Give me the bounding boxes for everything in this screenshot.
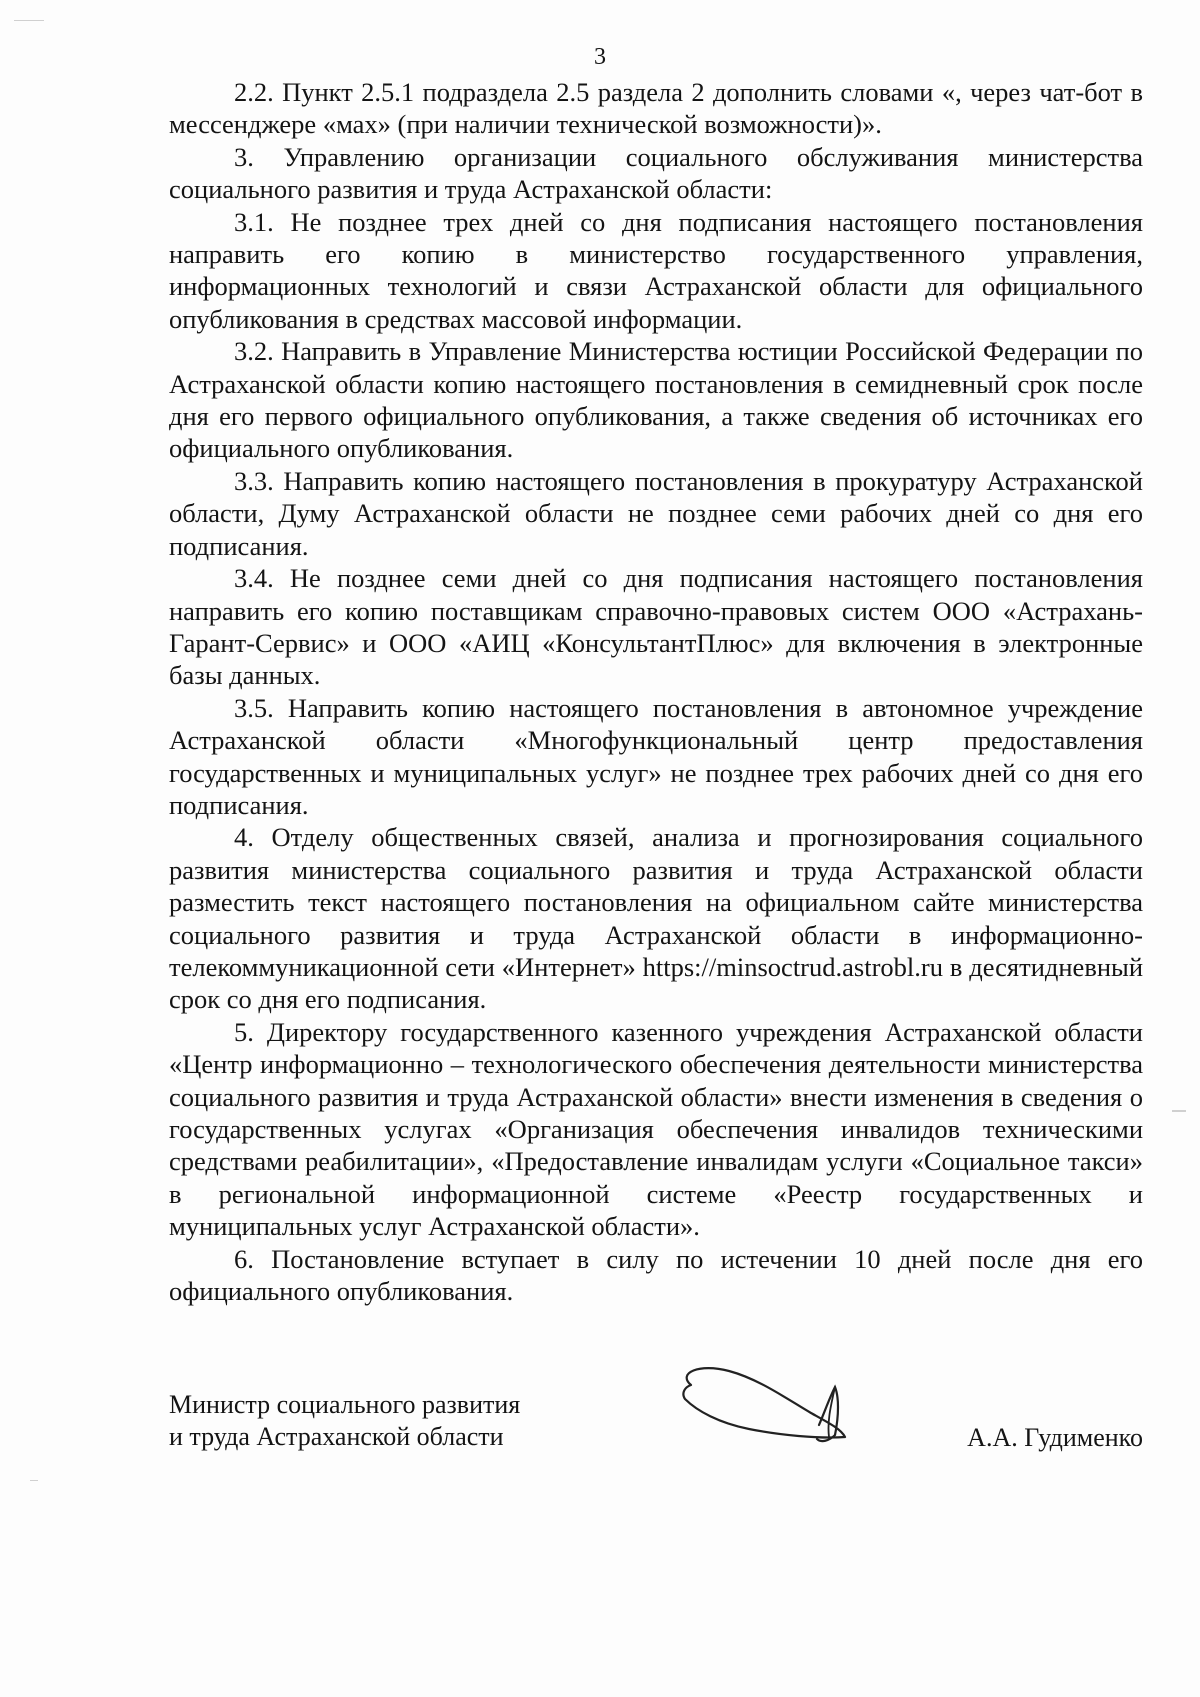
paragraph-6: 6. Постановление вступает в силу по истечении 10 дней после дня его официального опубликования. (169, 1243, 1143, 1307)
paragraph-3-5: 3.5. Направить копию настоящего постановления в автономное учреждение Астраханской области «Многофункциональный центр предоставления государственных и муниципальных услуг» не позднее трех рабочих дней со дня его подписания. (169, 692, 1143, 820)
signature-block (169, 1389, 1143, 1479)
signatory-name: А.А. Гудименко (967, 1423, 1143, 1452)
paragraph-3: 3. Управлению организации социального обслуживания министерства социального развития и труда Астраханской области: (169, 141, 1143, 205)
paragraph-4: 4. Отделу общественных связей, анализа и прогнозирования социального развития министерства социального развития и труда Астраханской области разместить текст настоящего постановления на официальном сайте министерства социального развития и труда Астраханской области в информационно-телекоммуникационной сети «Интернет» https://minsoctrud.astrobl.ru в десятидневный срок со дня его подписания. (169, 822, 1143, 1015)
signatory-position (169, 1389, 589, 1453)
signatory-position-line2: и труда Астраханской области (169, 1422, 504, 1451)
signatory-position-line1: Министр социального развития (169, 1390, 521, 1419)
page-number: 3 (594, 44, 606, 70)
scan-artifact (14, 20, 44, 21)
scan-artifact (30, 1480, 38, 1481)
scan-artifact (1172, 1110, 1186, 1112)
paragraph-3-4: 3.4. Не позднее семи дней со дня подписания настоящего постановления направить его копию поставщикам справочно-правовых систем ООО «Астрахань-Гарант-Сервис» и ООО «АИЦ «КонсультантПлюс» для включения в электронные базы данных. (169, 563, 1143, 691)
paragraph-3-3: 3.3. Направить копию настоящего постановления в прокуратуру Астраханской области, Думу Астраханской области не позднее семи рабочих дней со дня его подписания. (169, 465, 1143, 561)
paragraph-5: 5. Директору государственного казенного учреждения Астраханской области «Центр информационно – технологического обеспечения деятельности министерства социального развития и труда Астраханской области» внести изменения в сведения о государственных услугах «Организация обеспечения инвалидов техническими средствами реабилитации», «Предоставление инвалидам услуги «Социальное такси» в региональной информационной системе «Реестр государственных и муниципальных услуг Астраханской области». (169, 1016, 1143, 1242)
handwritten-signature (669, 1355, 869, 1455)
document-body (169, 76, 1143, 1307)
paragraph-2-2: 2.2. Пункт 2.5.1 подраздела 2.5 раздела 2 дополнить словами «, через чат-бот в мессенджере «мах» (при наличии технической возможности)». (169, 77, 1143, 140)
paragraph-3-1: 3.1. Не позднее трех дней со дня подписания настоящего постановления направить его копию в министерство государственного управления, информационных технологий и связи Астраханской области для официального опубликования в средствах массовой информации. (169, 206, 1143, 334)
paragraph-3-2: 3.2. Направить в Управление Министерства юстиции Российской Федерации по Астраханской области копию настоящего постановления в семидневный срок после дня его первого официального опубликования, а также сведения об источниках его официального опубликования. (169, 336, 1143, 464)
